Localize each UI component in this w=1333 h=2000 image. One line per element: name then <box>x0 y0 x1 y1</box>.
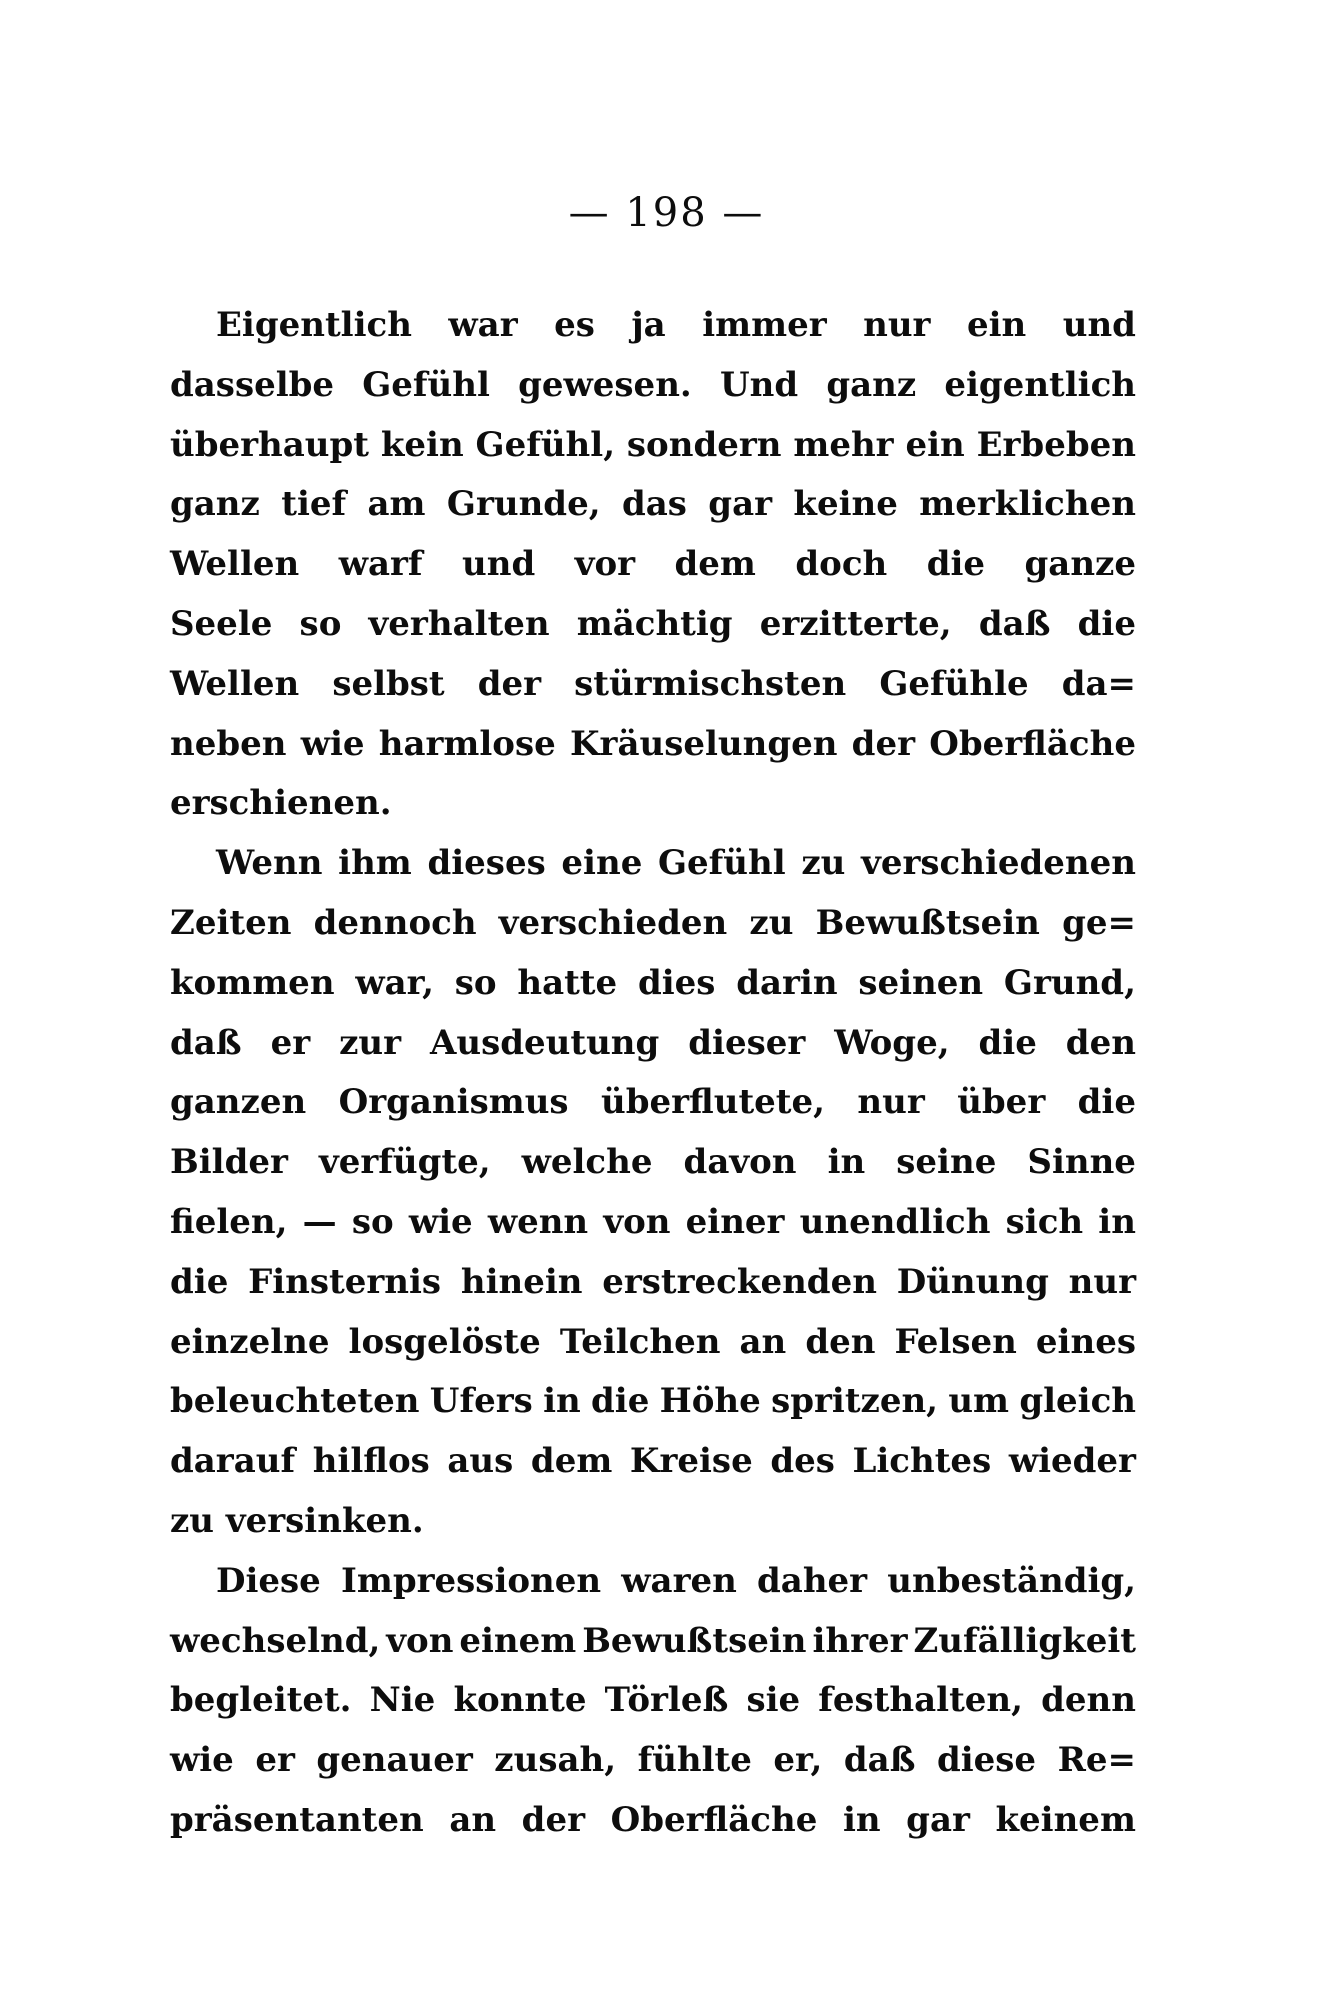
text-line-p1-l9: erschienen. <box>170 783 392 824</box>
text-line-p2-l5: ganzen Organismus überflutete, nur über die <box>170 1082 1136 1123</box>
text-line-p2-l10: beleuchteten Ufers in die Höhe spritzen, um gleich <box>170 1381 1136 1422</box>
text-line-p3-l1: Diese Impressionen waren daher unbeständig, <box>216 1560 1136 1601</box>
text-line-p2-l7: fielen, — so wie wenn von einer unendlich sich in <box>170 1201 1136 1242</box>
text-line-p2-l3: kommen war, so hatte dies darin seinen Grund, <box>170 962 1136 1003</box>
text-line-p3-l2: wechselnd, von einem Bewußtsein ihrer Zufälligkeit <box>170 1620 1136 1661</box>
text-line-p2-l6: Bilder verfügte, welche davon in seine Sinne <box>170 1142 1136 1183</box>
text-line-p1-l4: ganz tief am Grunde, das gar keine merklichen <box>170 484 1136 525</box>
text-line-p1-l3: überhaupt kein Gefühl, sondern mehr ein Erbeben <box>170 424 1136 465</box>
text-line-p1-l5: Wellen warf und vor dem doch die ganze <box>170 544 1136 585</box>
text-line-p2-l12: zu versinken. <box>170 1500 424 1541</box>
text-line-p1-l8: neben wie harmlose Kräuselungen der Oberfläche <box>170 723 1136 764</box>
page-number: — 198 — <box>568 190 765 236</box>
text-line-p3-l3: begleitet. Nie konnte Törleß sie festhalten, denn <box>170 1680 1136 1721</box>
text-line-p2-l8: die Finsternis hinein erstreckenden Dünung nur <box>170 1261 1136 1302</box>
text-line-p3-l5: präsentanten an der Oberfläche in gar keinem <box>170 1799 1136 1840</box>
text-line-p2-l11: darauf hilflos aus dem Kreise des Lichtes wieder <box>170 1441 1136 1482</box>
text-line-p2-l1: Wenn ihm dieses eine Gefühl zu verschiedenen <box>216 843 1136 884</box>
text-line-p2-l9: einzelne losgelöste Teilchen an den Felsen eines <box>170 1321 1136 1362</box>
body-text-block <box>170 296 1136 1851</box>
text-line-p1-l2: dasselbe Gefühl gewesen. Und ganz eigentlich <box>170 364 1136 405</box>
text-line-p2-l4: daß er zur Ausdeutung dieser Woge, die den <box>170 1022 1136 1063</box>
text-line-p2-l2: Zeiten dennoch verschieden zu Bewußtsein ge= <box>170 902 1136 943</box>
text-line-p3-l4: wie er genauer zusah, fühlte er, daß diese Re= <box>170 1740 1136 1781</box>
text-line-p1-l6: Seele so verhalten mächtig erzitterte, daß die <box>170 603 1136 644</box>
text-line-p1-l1: Eigentlich war es ja immer nur ein und <box>216 305 1136 345</box>
text-line-p1-l7: Wellen selbst der stürmischsten Gefühle da= <box>170 663 1136 704</box>
